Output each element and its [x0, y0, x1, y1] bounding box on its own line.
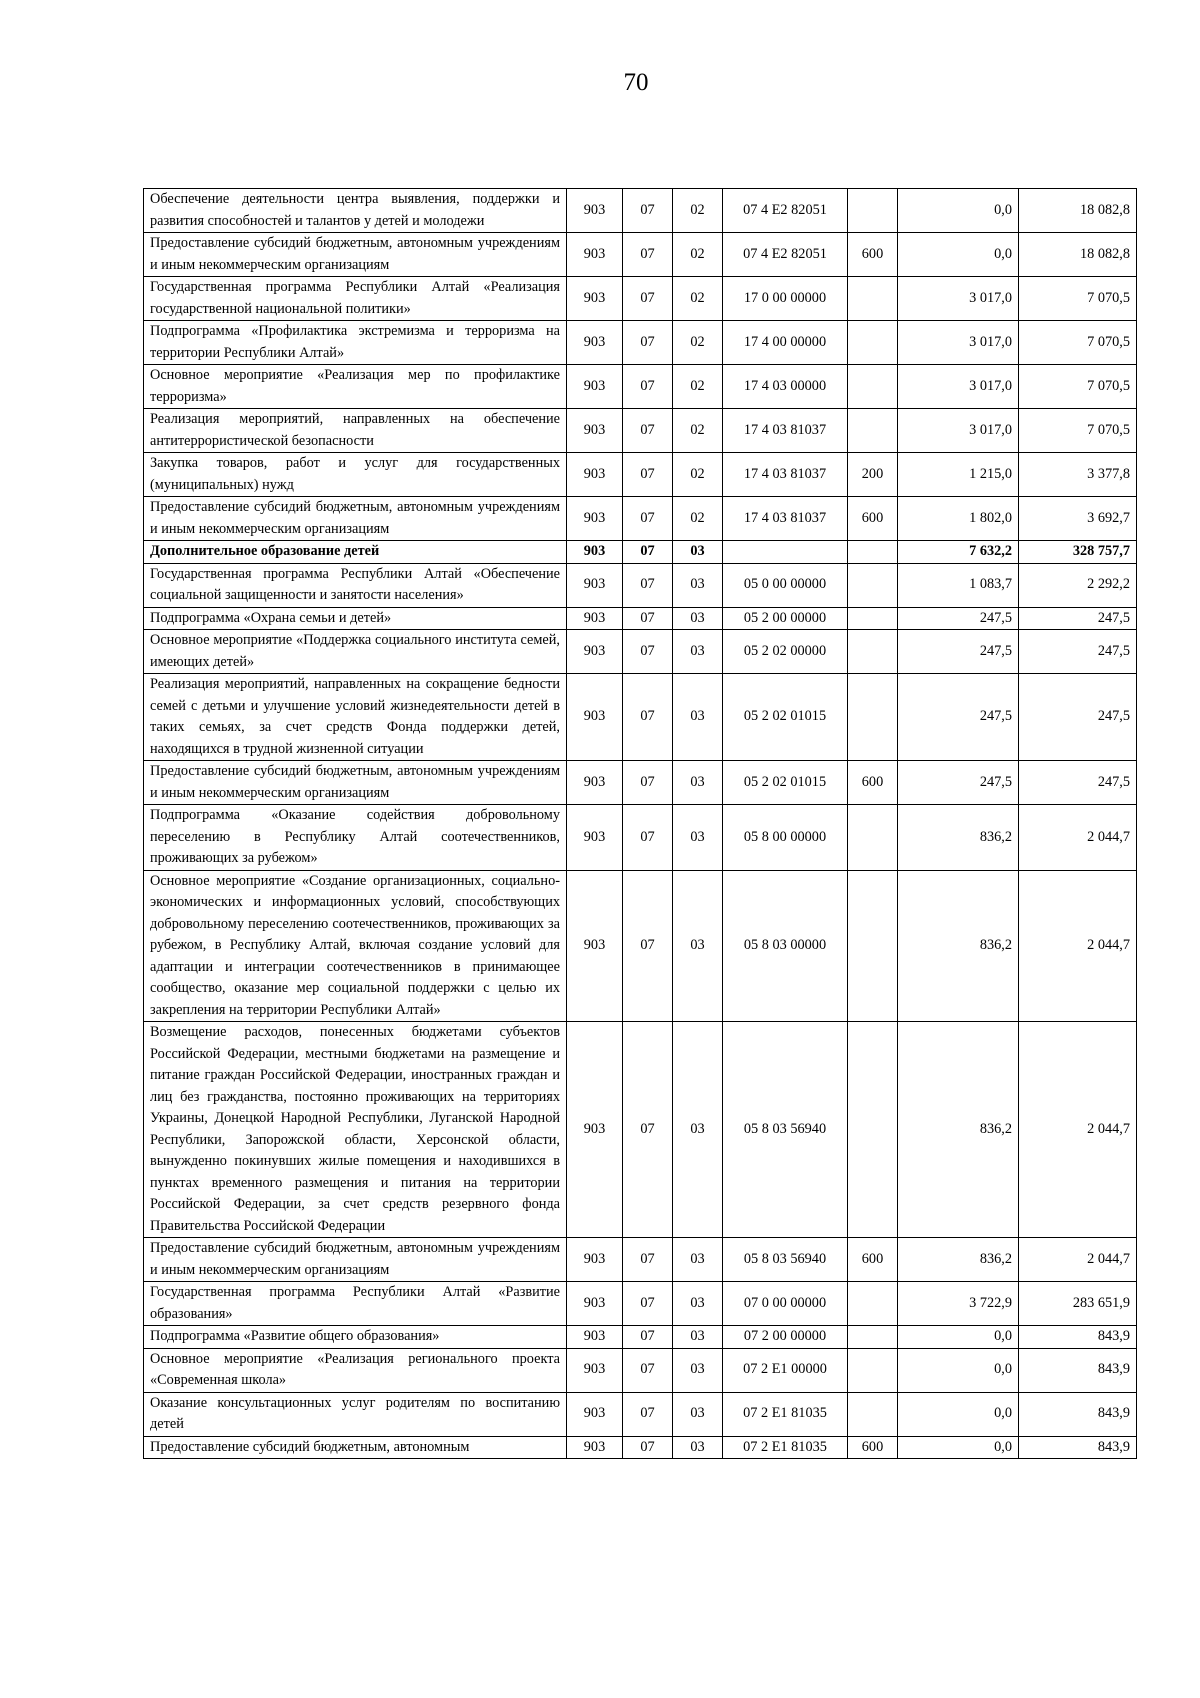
row-amount-1-cell: 0,0 [898, 189, 1019, 233]
row-ministry-code-cell: 903 [567, 1326, 623, 1349]
table-row [144, 321, 1137, 365]
row-name-cell: Основное мероприятие «Поддержка социального института семей, имеющих детей» [144, 630, 567, 674]
row-expense-type-cell [848, 277, 898, 321]
row-section-code-cell: 07 [623, 870, 673, 1022]
table-row [144, 189, 1137, 233]
row-amount-2-cell: 2 044,7 [1019, 1022, 1137, 1238]
row-name-cell: Предоставление субсидий бюджетным, автономным учреждениям и иным некоммерческим организациям [144, 497, 567, 541]
row-target-article-cell: 07 4 E2 82051 [723, 233, 848, 277]
row-target-article-cell: 17 4 00 00000 [723, 321, 848, 365]
row-target-article-cell: 07 2 E1 81035 [723, 1392, 848, 1436]
row-target-article-cell: 05 2 02 00000 [723, 630, 848, 674]
row-amount-1-cell: 836,2 [898, 1022, 1019, 1238]
row-amount-1-cell: 247,5 [898, 630, 1019, 674]
row-amount-2-cell: 7 070,5 [1019, 365, 1137, 409]
row-amount-2-cell: 2 044,7 [1019, 870, 1137, 1022]
table-row [144, 233, 1137, 277]
row-amount-2-cell: 7 070,5 [1019, 277, 1137, 321]
row-amount-2-cell: 18 082,8 [1019, 233, 1137, 277]
row-expense-type-cell: 600 [848, 233, 898, 277]
row-expense-type-cell [848, 563, 898, 607]
row-amount-1-cell: 0,0 [898, 233, 1019, 277]
row-name-cell: Реализация мероприятий, направленных на обеспечение антитеррористической безопасности [144, 409, 567, 453]
row-target-article-cell: 05 8 00 00000 [723, 805, 848, 871]
row-name-cell: Оказание консультационных услуг родителям по воспитанию детей [144, 1392, 567, 1436]
row-target-article-cell: 05 0 00 00000 [723, 563, 848, 607]
row-amount-1-cell: 3 017,0 [898, 321, 1019, 365]
page-number: 70 [623, 69, 649, 96]
row-target-article-cell: 05 8 03 00000 [723, 870, 848, 1022]
row-amount-1-cell: 3 017,0 [898, 277, 1019, 321]
row-ministry-code-cell: 903 [567, 1436, 623, 1459]
row-amount-2-cell: 247,5 [1019, 607, 1137, 630]
row-expense-type-cell [848, 365, 898, 409]
row-name-cell: Закупка товаров, работ и услуг для государственных (муниципальных) нужд [144, 453, 567, 497]
row-target-article-cell: 07 2 E1 00000 [723, 1348, 848, 1392]
row-target-article-cell: 05 8 03 56940 [723, 1022, 848, 1238]
table-row [144, 563, 1137, 607]
row-name-cell: Реализация мероприятий, направленных на сокращение бедности семей с детьми и улучшение условий жизнедеятельности детей в таких семьях, за счет средств Фонда поддержки детей, находящихся в трудной жизненной ситуации [144, 674, 567, 761]
row-name-cell: Основное мероприятие «Создание организационных, социально-экономических и информационных условий, способствующих добровольному переселению соотечественников, проживающих за рубежом, в Республику Алтай, включая создание условий для адаптации и интеграции соотечественников в принимающее сообщество, оказание мер социальной поддержки с целью их закрепления на территории Республики Алтай» [144, 870, 567, 1022]
row-expense-type-cell [848, 870, 898, 1022]
row-subsection-code-cell: 02 [673, 321, 723, 365]
row-amount-2-cell: 247,5 [1019, 761, 1137, 805]
row-amount-1-cell: 3 722,9 [898, 1282, 1019, 1326]
table-row [144, 1022, 1137, 1238]
row-expense-type-cell [848, 1326, 898, 1349]
row-amount-1-cell: 836,2 [898, 805, 1019, 871]
row-expense-type-cell [848, 189, 898, 233]
row-amount-1-cell: 0,0 [898, 1326, 1019, 1349]
row-amount-1-cell: 0,0 [898, 1392, 1019, 1436]
row-expense-type-cell [848, 321, 898, 365]
row-amount-2-cell: 843,9 [1019, 1326, 1137, 1349]
table-row [144, 497, 1137, 541]
row-target-article-cell: 17 4 03 00000 [723, 365, 848, 409]
row-name-cell: Дополнительное образование детей [144, 541, 567, 564]
row-name-cell: Подпрограмма «Профилактика экстремизма и терроризма на территории Республики Алтай» [144, 321, 567, 365]
row-ministry-code-cell: 903 [567, 541, 623, 564]
row-ministry-code-cell: 903 [567, 1392, 623, 1436]
row-ministry-code-cell: 903 [567, 761, 623, 805]
row-subsection-code-cell: 03 [673, 674, 723, 761]
row-subsection-code-cell: 03 [673, 1392, 723, 1436]
row-amount-1-cell: 836,2 [898, 870, 1019, 1022]
row-amount-1-cell: 1 083,7 [898, 563, 1019, 607]
row-target-article-cell: 05 2 00 00000 [723, 607, 848, 630]
table-body [144, 189, 1137, 1459]
row-subsection-code-cell: 03 [673, 761, 723, 805]
row-subsection-code-cell: 03 [673, 1326, 723, 1349]
row-subsection-code-cell: 02 [673, 365, 723, 409]
row-name-cell: Предоставление субсидий бюджетным, автономным учреждениям и иным некоммерческим организациям [144, 761, 567, 805]
row-ministry-code-cell: 903 [567, 189, 623, 233]
row-section-code-cell: 07 [623, 541, 673, 564]
row-ministry-code-cell: 903 [567, 409, 623, 453]
row-name-cell: Основное мероприятие «Реализация мер по профилактике терроризма» [144, 365, 567, 409]
row-ministry-code-cell: 903 [567, 607, 623, 630]
row-section-code-cell: 07 [623, 277, 673, 321]
row-section-code-cell: 07 [623, 1392, 673, 1436]
row-name-cell: Подпрограмма «Охрана семьи и детей» [144, 607, 567, 630]
row-name-cell: Государственная программа Республики Алтай «Развитие образования» [144, 1282, 567, 1326]
row-section-code-cell: 07 [623, 1238, 673, 1282]
row-ministry-code-cell: 903 [567, 497, 623, 541]
table-row [144, 277, 1137, 321]
row-subsection-code-cell: 02 [673, 453, 723, 497]
row-ministry-code-cell: 903 [567, 563, 623, 607]
row-subsection-code-cell: 02 [673, 497, 723, 541]
row-ministry-code-cell: 903 [567, 1348, 623, 1392]
row-name-cell: Государственная программа Республики Алтай «Реализация государственной национальной политики» [144, 277, 567, 321]
row-amount-2-cell: 18 082,8 [1019, 189, 1137, 233]
row-expense-type-cell: 600 [848, 761, 898, 805]
row-expense-type-cell [848, 1392, 898, 1436]
row-subsection-code-cell: 03 [673, 563, 723, 607]
row-subsection-code-cell: 03 [673, 1348, 723, 1392]
row-subsection-code-cell: 03 [673, 541, 723, 564]
row-amount-2-cell: 2 044,7 [1019, 1238, 1137, 1282]
row-section-code-cell: 07 [623, 1022, 673, 1238]
row-name-cell: Возмещение расходов, понесенных бюджетами субъектов Российской Федерации, местными бюджетами на размещение и питание граждан Российской Федерации, иностранных граждан и лиц без гражданства, постоянно проживающих на территориях Украины, Донецкой Народной Республики, Луганской Народной Республики, Запорожской области, Херсонской области, вынужденно покинувших жилые помещения и находившихся в пунктах временного размещения и питания на территории Российской Федерации, за счет средств резервного фонда Правительства Российской Федерации [144, 1022, 567, 1238]
row-amount-1-cell: 247,5 [898, 674, 1019, 761]
row-ministry-code-cell: 903 [567, 233, 623, 277]
row-target-article-cell: 17 4 03 81037 [723, 497, 848, 541]
row-amount-2-cell: 3 692,7 [1019, 497, 1137, 541]
table-row [144, 409, 1137, 453]
row-amount-2-cell: 247,5 [1019, 630, 1137, 674]
row-amount-2-cell: 328 757,7 [1019, 541, 1137, 564]
row-name-cell: Предоставление субсидий бюджетным, автономным учреждениям и иным некоммерческим организациям [144, 233, 567, 277]
row-expense-type-cell [848, 541, 898, 564]
row-expense-type-cell [848, 674, 898, 761]
row-section-code-cell: 07 [623, 189, 673, 233]
row-amount-1-cell: 3 017,0 [898, 409, 1019, 453]
row-target-article-cell: 17 4 03 81037 [723, 453, 848, 497]
row-name-cell: Предоставление субсидий бюджетным, автономным [144, 1436, 567, 1459]
table-row [144, 541, 1137, 564]
row-target-article-cell: 17 4 03 81037 [723, 409, 848, 453]
row-ministry-code-cell: 903 [567, 453, 623, 497]
row-expense-type-cell: 600 [848, 497, 898, 541]
table-row [144, 1436, 1137, 1459]
row-subsection-code-cell: 03 [673, 630, 723, 674]
row-section-code-cell: 07 [623, 1282, 673, 1326]
table-row [144, 1392, 1137, 1436]
row-expense-type-cell [848, 1022, 898, 1238]
row-amount-1-cell: 247,5 [898, 607, 1019, 630]
row-subsection-code-cell: 02 [673, 409, 723, 453]
row-amount-2-cell: 3 377,8 [1019, 453, 1137, 497]
table-row [144, 630, 1137, 674]
row-section-code-cell: 07 [623, 233, 673, 277]
row-expense-type-cell: 600 [848, 1436, 898, 1459]
row-ministry-code-cell: 903 [567, 805, 623, 871]
row-amount-2-cell: 7 070,5 [1019, 409, 1137, 453]
table-row [144, 761, 1137, 805]
row-section-code-cell: 07 [623, 1326, 673, 1349]
row-section-code-cell: 07 [623, 365, 673, 409]
row-subsection-code-cell: 02 [673, 233, 723, 277]
table-row [144, 674, 1137, 761]
table-row [144, 1348, 1137, 1392]
row-amount-1-cell: 1 802,0 [898, 497, 1019, 541]
row-name-cell: Предоставление субсидий бюджетным, автономным учреждениям и иным некоммерческим организациям [144, 1238, 567, 1282]
row-ministry-code-cell: 903 [567, 674, 623, 761]
row-amount-2-cell: 843,9 [1019, 1436, 1137, 1459]
row-section-code-cell: 07 [623, 674, 673, 761]
row-subsection-code-cell: 03 [673, 805, 723, 871]
row-name-cell: Основное мероприятие «Реализация регионального проекта «Современная школа» [144, 1348, 567, 1392]
row-expense-type-cell [848, 630, 898, 674]
row-amount-1-cell: 0,0 [898, 1348, 1019, 1392]
row-subsection-code-cell: 02 [673, 277, 723, 321]
row-subsection-code-cell: 03 [673, 1022, 723, 1238]
row-ministry-code-cell: 903 [567, 870, 623, 1022]
row-expense-type-cell: 600 [848, 1238, 898, 1282]
row-expense-type-cell [848, 409, 898, 453]
row-ministry-code-cell: 903 [567, 277, 623, 321]
row-name-cell: Подпрограмма «Развитие общего образования» [144, 1326, 567, 1349]
row-name-cell: Государственная программа Республики Алтай «Обеспечение социальной защищенности и занятости населения» [144, 563, 567, 607]
row-amount-1-cell: 247,5 [898, 761, 1019, 805]
table-row [144, 870, 1137, 1022]
row-amount-1-cell: 3 017,0 [898, 365, 1019, 409]
row-amount-2-cell: 7 070,5 [1019, 321, 1137, 365]
table-row [144, 805, 1137, 871]
row-target-article-cell: 07 0 00 00000 [723, 1282, 848, 1326]
row-target-article-cell: 05 2 02 01015 [723, 674, 848, 761]
row-amount-2-cell: 843,9 [1019, 1348, 1137, 1392]
table-row [144, 1238, 1137, 1282]
row-name-cell: Подпрограмма «Оказание содействия добровольному переселению в Республику Алтай соотечественников, проживающих за рубежом» [144, 805, 567, 871]
row-ministry-code-cell: 903 [567, 630, 623, 674]
table-row [144, 453, 1137, 497]
row-expense-type-cell [848, 805, 898, 871]
row-section-code-cell: 07 [623, 453, 673, 497]
row-amount-2-cell: 247,5 [1019, 674, 1137, 761]
row-target-article-cell: 07 4 E2 82051 [723, 189, 848, 233]
row-amount-1-cell: 7 632,2 [898, 541, 1019, 564]
row-amount-2-cell: 843,9 [1019, 1392, 1137, 1436]
row-subsection-code-cell: 02 [673, 189, 723, 233]
row-expense-type-cell [848, 1282, 898, 1326]
table-row [144, 365, 1137, 409]
row-ministry-code-cell: 903 [567, 1282, 623, 1326]
row-section-code-cell: 07 [623, 321, 673, 365]
row-amount-1-cell: 836,2 [898, 1238, 1019, 1282]
row-ministry-code-cell: 903 [567, 321, 623, 365]
budget-table [143, 188, 1137, 1459]
row-ministry-code-cell: 903 [567, 365, 623, 409]
row-subsection-code-cell: 03 [673, 607, 723, 630]
row-target-article-cell [723, 541, 848, 564]
row-target-article-cell: 05 8 03 56940 [723, 1238, 848, 1282]
row-expense-type-cell [848, 607, 898, 630]
row-section-code-cell: 07 [623, 1348, 673, 1392]
row-ministry-code-cell: 903 [567, 1238, 623, 1282]
row-target-article-cell: 07 2 00 00000 [723, 1326, 848, 1349]
row-section-code-cell: 07 [623, 409, 673, 453]
row-section-code-cell: 07 [623, 630, 673, 674]
table-row [144, 1282, 1137, 1326]
row-amount-2-cell: 283 651,9 [1019, 1282, 1137, 1326]
row-section-code-cell: 07 [623, 563, 673, 607]
row-subsection-code-cell: 03 [673, 870, 723, 1022]
row-section-code-cell: 07 [623, 607, 673, 630]
row-target-article-cell: 17 0 00 00000 [723, 277, 848, 321]
row-subsection-code-cell: 03 [673, 1436, 723, 1459]
row-name-cell: Обеспечение деятельности центра выявления, поддержки и развития способностей и талантов у детей и молодежи [144, 189, 567, 233]
row-amount-2-cell: 2 044,7 [1019, 805, 1137, 871]
row-target-article-cell: 05 2 02 01015 [723, 761, 848, 805]
row-amount-1-cell: 1 215,0 [898, 453, 1019, 497]
row-expense-type-cell: 200 [848, 453, 898, 497]
row-subsection-code-cell: 03 [673, 1282, 723, 1326]
row-amount-1-cell: 0,0 [898, 1436, 1019, 1459]
row-section-code-cell: 07 [623, 1436, 673, 1459]
row-ministry-code-cell: 903 [567, 1022, 623, 1238]
row-expense-type-cell [848, 1348, 898, 1392]
row-target-article-cell: 07 2 E1 81035 [723, 1436, 848, 1459]
table-row [144, 1326, 1137, 1349]
row-section-code-cell: 07 [623, 497, 673, 541]
row-section-code-cell: 07 [623, 805, 673, 871]
row-amount-2-cell: 2 292,2 [1019, 563, 1137, 607]
row-subsection-code-cell: 03 [673, 1238, 723, 1282]
table-row [144, 607, 1137, 630]
row-section-code-cell: 07 [623, 761, 673, 805]
